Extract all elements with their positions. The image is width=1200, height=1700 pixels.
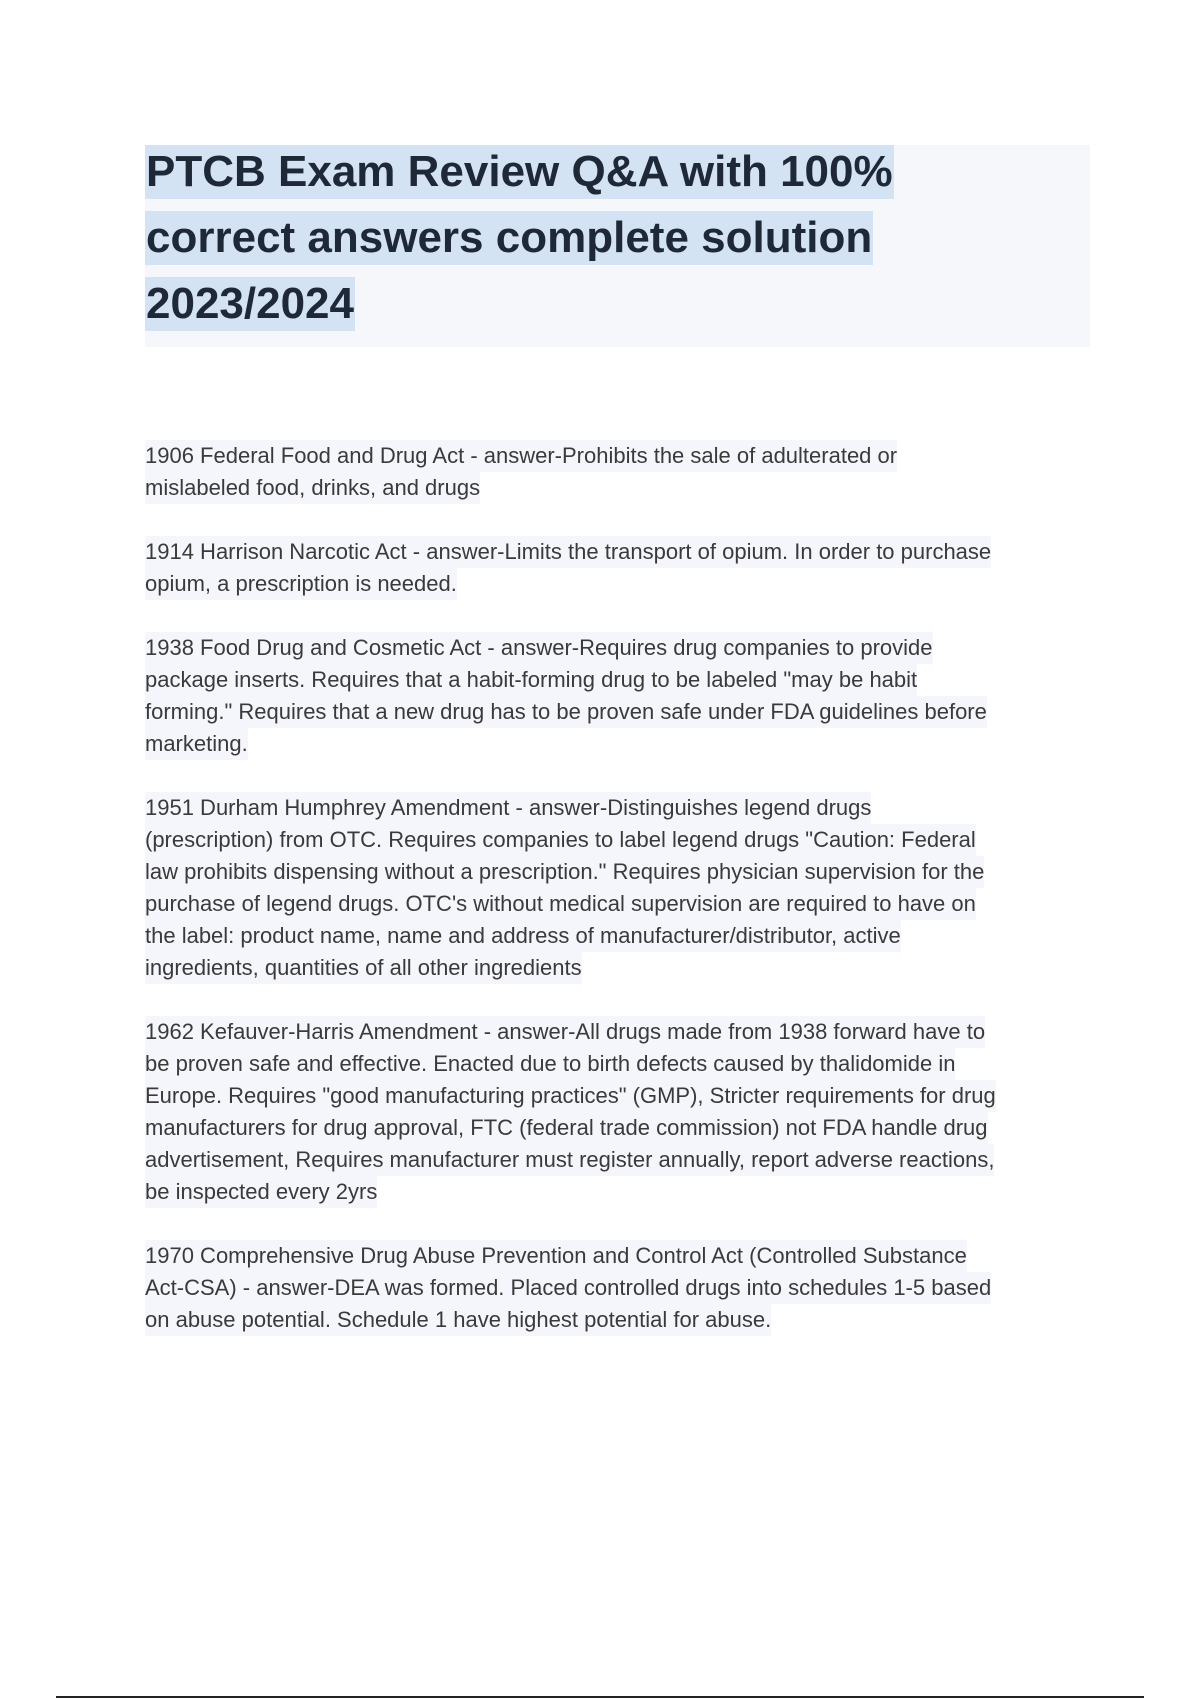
entry-text-line: purchase of legend drugs. OTC's without medical supervision are required to have on [145, 888, 976, 920]
entry-text-line: 1906 Federal Food and Drug Act - answer-Prohibits the sale of adulterated or [145, 440, 897, 472]
entry-text-line: ingredients, quantities of all other ingredients [145, 952, 582, 984]
entry-text-line: the label: product name, name and address of manufacturer/distributor, active [145, 920, 901, 952]
document-title [145, 145, 1090, 347]
entry-text-line: Act-CSA) - answer-DEA was formed. Placed controlled drugs into schedules 1-5 based [145, 1272, 991, 1304]
entry-text-line: opium, a prescription is needed. [145, 568, 457, 600]
qa-entry-1938-fdc-act [145, 632, 1090, 760]
qa-entry-1906-food-drug-act [145, 440, 1090, 504]
qa-entry-1914-harrison-narcotic-act [145, 536, 1090, 600]
entry-text-line: Europe. Requires "good manufacturing practices" (GMP), Stricter requirements for drug [145, 1080, 996, 1112]
entry-text-line: on abuse potential. Schedule 1 have highest potential for abuse. [145, 1304, 771, 1336]
entry-text-line: be proven safe and effective. Enacted due to birth defects caused by thalidomide in [145, 1048, 955, 1080]
title-line: correct answers complete solution [145, 211, 873, 265]
title-line: 2023/2024 [145, 277, 355, 331]
entry-text-line: 1951 Durham Humphrey Amendment - answer-Distinguishes legend drugs [145, 792, 871, 824]
entry-text-line: 1970 Comprehensive Drug Abuse Prevention and Control Act (Controlled Substance [145, 1240, 967, 1272]
entry-text-line: 1962 Kefauver-Harris Amendment - answer-All drugs made from 1938 forward have to [145, 1016, 985, 1048]
qa-entry-1970-csa [145, 1240, 1090, 1336]
entry-text-line: be inspected every 2yrs [145, 1176, 377, 1208]
qa-entries [145, 440, 1090, 1368]
entry-text-line: law prohibits dispensing without a prescription." Requires physician supervision for the [145, 856, 984, 888]
entry-text-line: 1938 Food Drug and Cosmetic Act - answer-Requires drug companies to provide [145, 632, 933, 664]
qa-entry-1962-kefauver-harris [145, 1016, 1090, 1208]
entry-text-line: forming." Requires that a new drug has to be proven safe under FDA guidelines before [145, 696, 987, 728]
entry-text-line: package inserts. Requires that a habit-forming drug to be labeled "may be habit [145, 664, 917, 696]
entry-text-line: marketing. [145, 728, 248, 760]
entry-text-line: (prescription) from OTC. Requires companies to label legend drugs "Caution: Federal [145, 824, 976, 856]
title-line: PTCB Exam Review Q&A with 100% [145, 145, 894, 199]
entry-text-line: 1914 Harrison Narcotic Act - answer-Limits the transport of opium. In order to purchase [145, 536, 991, 568]
entry-text-line: mislabeled food, drinks, and drugs [145, 472, 480, 504]
entry-text-line: manufacturers for drug approval, FTC (federal trade commission) not FDA handle drug [145, 1112, 988, 1144]
qa-entry-1951-durham-humphrey [145, 792, 1090, 984]
entry-text-line: advertisement, Requires manufacturer must register annually, report adverse reactions, [145, 1144, 994, 1176]
footer-divider [56, 1696, 1144, 1698]
